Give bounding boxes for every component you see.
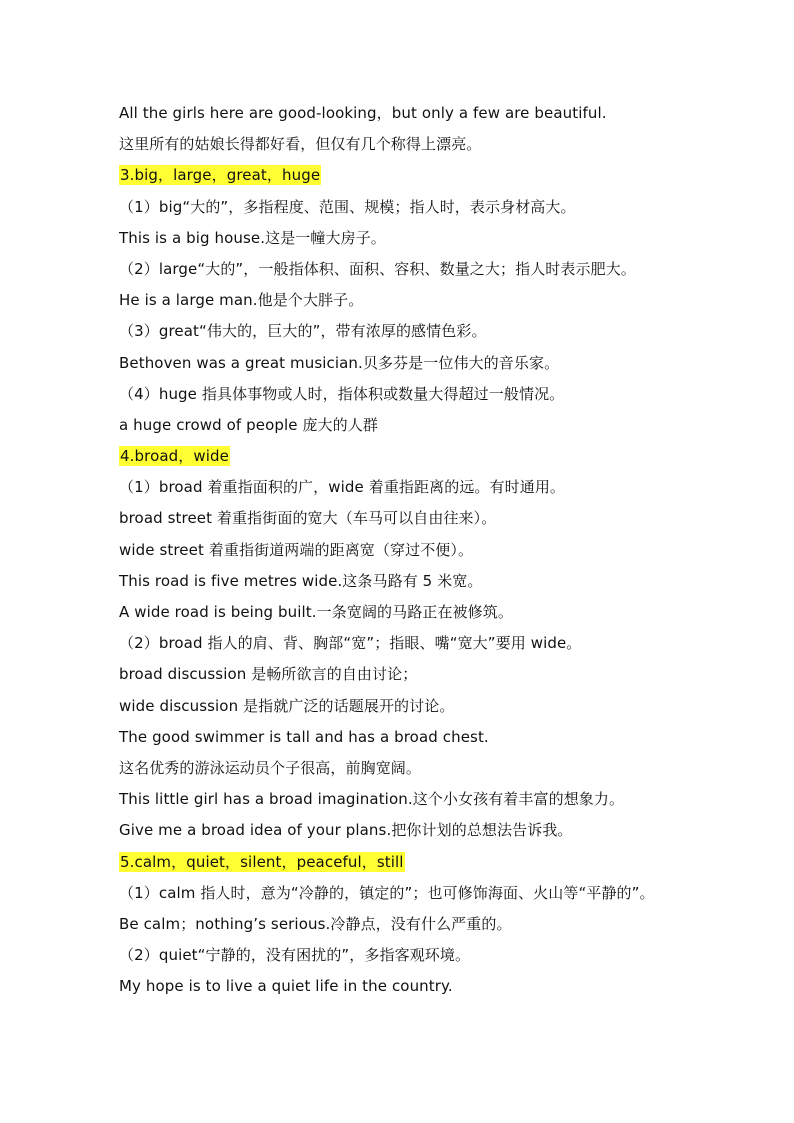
text-line-8-content: （3）great“伟大的，巨大的”，带有浓厚的感情色彩。 — [119, 322, 487, 341]
text-line-4 — [119, 192, 759, 223]
text-line-22-content: 这名优秀的游泳运动员个子很高，前胸宽阔。 — [119, 758, 422, 777]
text-line-27-content: Be calm；nothing’s serious.冷静点，没有什么严重的。 — [119, 914, 512, 933]
text-line-15-content: wide street 着重指街道两端的距离宽（穿过不便）。 — [119, 540, 474, 559]
text-line-4-content: （1）big“大的”，多指程度、范围、规模；指人时，表示身材高大。 — [119, 197, 576, 216]
text-line-15 — [119, 535, 759, 566]
text-line-8 — [119, 316, 759, 347]
text-line-7 — [119, 285, 759, 316]
text-line-13-content: （1）broad 着重指面积的广，wide 着重指距离的远。有时通用。 — [119, 478, 566, 497]
text-line-26-content: （1）calm 指人时，意为“冷静的，镇定的”；也可修饰海面、火山等“平静的”。 — [119, 883, 655, 902]
text-line-21 — [119, 722, 759, 753]
text-line-6 — [119, 254, 759, 285]
text-line-9-content: Bethoven was a great musician.贝多芬是一位伟大的音乐家。 — [119, 353, 560, 372]
text-line-22 — [119, 753, 759, 784]
text-line-1 — [119, 98, 759, 129]
text-line-20 — [119, 691, 759, 722]
text-line-5-content: This is a big house.这是一幢大房子。 — [119, 228, 386, 247]
text-line-17-content: A wide road is being built.一条宽阔的马路正在被修筑。 — [119, 603, 513, 621]
section-heading-4 — [119, 441, 759, 472]
text-line-23-content: This little girl has a broad imagination.这个小女孩有着丰富的想象力。 — [119, 790, 625, 809]
text-line-13 — [119, 472, 759, 503]
text-line-19 — [119, 659, 759, 690]
text-line-23 — [119, 784, 759, 815]
text-line-27 — [119, 909, 759, 940]
text-line-20-content: wide discussion 是指就广泛的话题展开的讨论。 — [119, 696, 455, 715]
text-line-10 — [119, 379, 759, 410]
document-body — [119, 98, 759, 1002]
text-line-11 — [119, 410, 759, 441]
text-line-14-content: broad street 着重指街面的宽大（车马可以自由往来）。 — [119, 509, 497, 528]
text-line-24-content: Give me a broad idea of your plans.把你计划的总想法告诉我。 — [119, 821, 573, 840]
section-heading-4-highlight: 4.broad，wide — [120, 447, 229, 466]
text-line-6-content: （2）large“大的”，一般指体积、面积、容积、数量之大；指人时表示肥大。 — [119, 259, 636, 278]
text-line-5 — [119, 223, 759, 254]
text-line-19-content: broad discussion 是畅所欲言的自由讨论； — [119, 665, 418, 684]
text-line-7-content: He is a large man.他是个大胖子。 — [119, 291, 364, 310]
text-line-28 — [119, 940, 759, 971]
text-line-26 — [119, 878, 759, 909]
text-line-29 — [119, 971, 759, 1002]
text-line-1-content: All the girls here are good-looking，but only a few are beautiful. — [119, 104, 607, 122]
text-line-28-content: （2）quiet“宁静的，没有困扰的”，多指客观环境。 — [119, 946, 471, 965]
text-line-16-content: This road is five metres wide.这条马路有 5 米宽。 — [119, 571, 483, 590]
text-line-9 — [119, 348, 759, 379]
section-heading-3 — [119, 160, 759, 191]
text-line-11-content: a huge crowd of people 庞大的人群 — [119, 415, 378, 434]
text-line-2 — [119, 129, 759, 160]
text-line-24 — [119, 815, 759, 846]
section-heading-3-highlight: 3.big，large，great，huge — [120, 166, 321, 185]
text-line-21-content: The good swimmer is tall and has a broad chest. — [119, 727, 489, 746]
text-line-10-content: （4）huge 指具体事物或人时，指体积或数量大得超过一般情况。 — [119, 384, 565, 403]
text-line-18-content: （2）broad 指人的肩、背、胸部“宽”；指眼、嘴“宽大”要用 wide。 — [119, 634, 582, 653]
section-heading-5 — [119, 847, 759, 878]
text-line-16 — [119, 566, 759, 597]
text-line-14 — [119, 503, 759, 534]
text-line-18 — [119, 628, 759, 659]
text-line-17 — [119, 597, 759, 628]
text-line-29-content: My hope is to live a quiet life in the country. — [119, 977, 453, 996]
text-line-2-content: 这里所有的姑娘长得都好看，但仅有几个称得上漂亮。 — [119, 135, 482, 154]
section-heading-5-highlight: 5.calm，quiet，silent，peaceful，still — [120, 852, 404, 871]
